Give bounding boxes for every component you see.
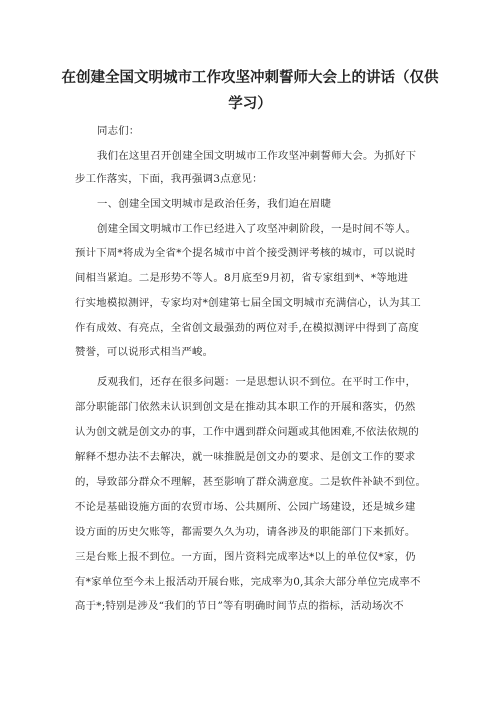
- paragraph-line: 设方面的历史欠账等，都需要久久为功，请各涉及的职能部门下来抓好。: [75, 526, 416, 538]
- paragraph-line: 我们在这里召开创建全国文明城市工作攻坚冲刺誓师大会。为抓好下: [97, 150, 417, 162]
- paragraph-line: 创建全国文明城市工作已经进入了攻坚冲刺阶段，一是时间不等人。: [97, 223, 417, 235]
- paragraph-line: 的，导致部分群众不理解，甚至影响了群众满意度。二是软件补缺不到位。: [75, 476, 427, 488]
- paragraph-line: 部分职能部门依然未认识到创文是在推动其本职工作的开展和落实，仍然: [75, 401, 416, 413]
- paragraph-line: 作有成效、有亮点，全省创文最强劲的两位对手,在模拟测评中得到了高度: [75, 322, 420, 334]
- paragraph-line: 反观我们，还存在很多问题：一是思想认识不到位。在平时工作中，: [97, 376, 417, 388]
- paragraph-line: 有*家单位至今未上报活动开展台账，完成率为0,其余大部分单位完成率不: [75, 576, 421, 588]
- paragraph-line: 三是台账上报不到位。一方面，图片资料完成率达*以上的单位仅*家，仍: [75, 551, 416, 563]
- paragraph-line: 高于*;特别是涉及“我们的节日”等有明确时间节点的指标，活动场次不: [75, 600, 404, 612]
- paragraph-line: 步工作落实，下面，我再强调3点意见：: [75, 173, 263, 185]
- salutation: 同志们：: [97, 125, 140, 137]
- paragraph-line: 行实地模拟测评，专家均对*创建第七届全国文明城市充满信心，认为其工: [75, 297, 421, 309]
- paragraph-line: 赞誉，可以说形式相当严峻。: [75, 346, 214, 358]
- section-heading: 一、创建全国文明城市是政治任务，我们迫在眉睫: [97, 198, 332, 210]
- paragraph-line: 不论是基础设施方面的农贸市场、公共厕所、公园广场建设，还是城乡建: [75, 501, 416, 513]
- paragraph-line: 解释不想办法不去解决，就一味推脱是创文办的要求、是创文工作的要求: [75, 451, 416, 463]
- paragraph-line: 间相当紧迫。二是形势不等人。8月底至9月初，省专家组到*、*等地进: [75, 272, 409, 284]
- document-title: 在创建全国文明城市工作攻坚冲刺誓师大会上的讲话（仅供: [61, 70, 439, 86]
- paragraph-line: 预计下周*将成为全省*个提名城市中首个接受测评考核的城市，可以说时: [75, 247, 416, 259]
- document-title-continued: 学习）: [228, 96, 272, 112]
- paragraph-line: 认为创文就是创文办的事，工作中遇到群众问题或其他困难,不依法依规的: [75, 426, 420, 438]
